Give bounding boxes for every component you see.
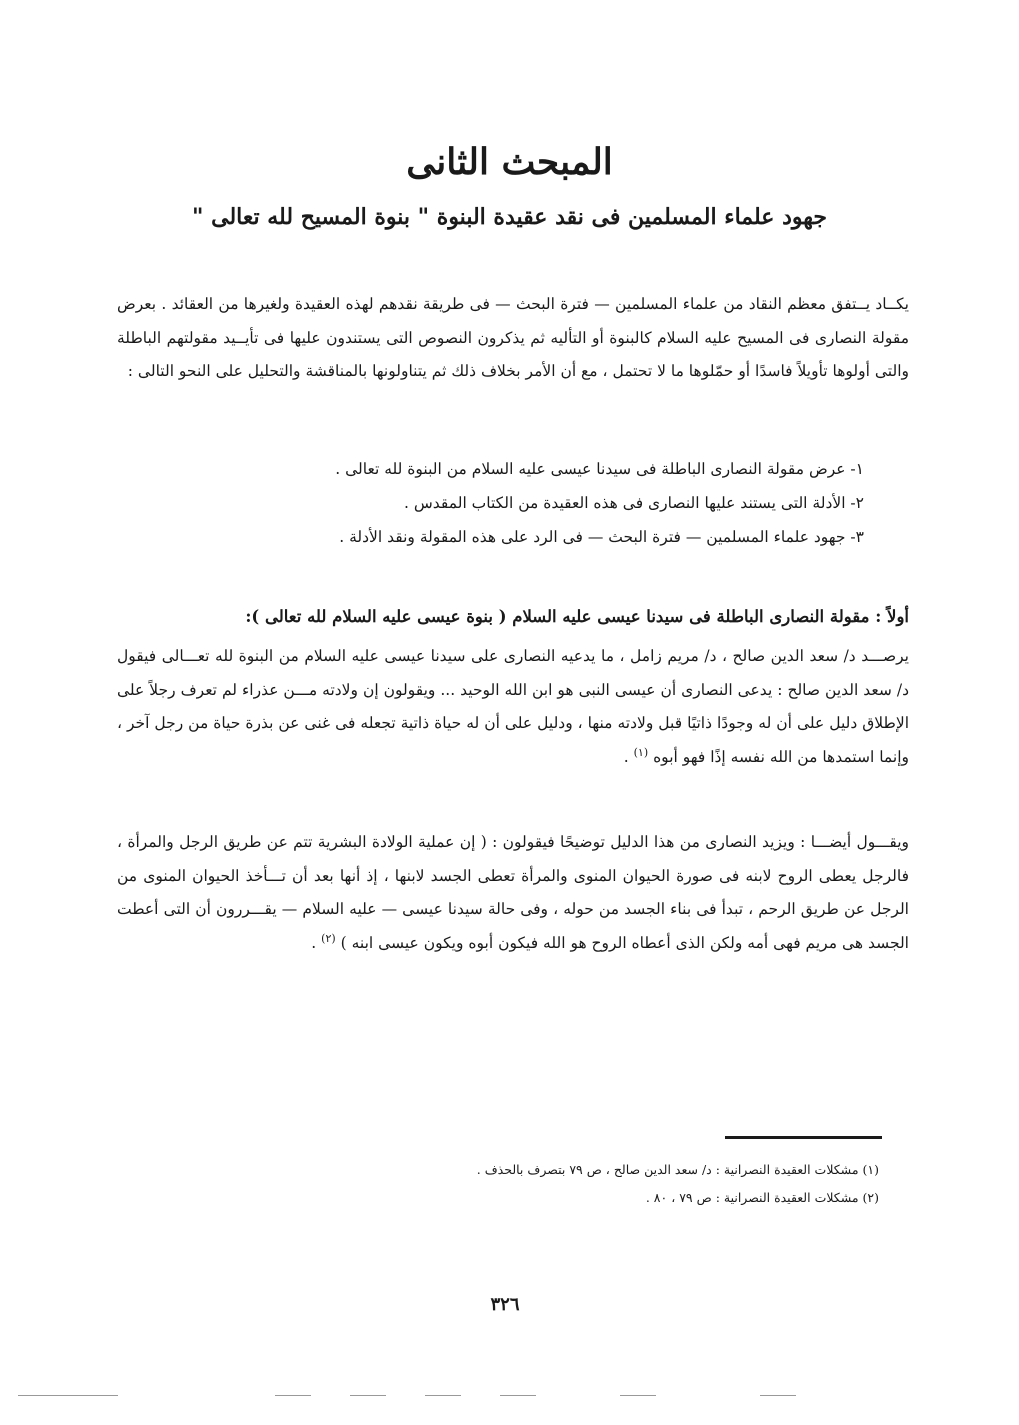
scan-artifact [350, 1395, 386, 1396]
footnote: (٢) مشكلات العقيدة النصرانية : ص ٧٩ ، ٨٠ . [645, 1190, 879, 1205]
section-heading: أولاً : مقولة النصارى الباطلة فى سيدنا عيسى عليه السلام ( بنوة عيسى عليه السلام لله تعالى ): [245, 607, 909, 626]
intro-paragraph: يكــاد يــتفق معظم النقاد من علماء المسلمين — فترة البحث — فى طريقة نقدهم لهذه العقيدة ولغيرها من العقائد . بعرض مقولة النصارى فى المسيح عليه السلام كالبنوة أو التأليه ثم يذكرون النصوص التى يستندون عليها فى تأيــيد مقولتهم الباطلة والتى أولوها تأويلاً فاسدًا أو حمّلوها ما لا تحتمل ، مع أن الأمر بخلاف ذلك ثم يتناولونها بالمناقشة والتحليل على النحو التالى : [117, 295, 909, 380]
body-paragraph [117, 826, 909, 960]
scan-artifact [620, 1395, 656, 1396]
chapter-subtitle: جهود علماء المسلمين فى نقد عقيدة البنوة " بنوة المسيح لله تعالى " [192, 204, 827, 230]
scan-artifact [760, 1395, 796, 1396]
paragraph-end: . [623, 747, 629, 766]
footnote: (١) مشكلات العقيدة النصرانية : د/ سعد الدين صالح ، ص ٧٩ بتصرف بالحذف . [476, 1162, 879, 1177]
footnote-reference: (١) [633, 745, 649, 759]
paragraph-end: . [311, 933, 317, 952]
list-item: ١- عرض مقولة النصارى الباطلة فى سيدنا عيسى عليه السلام من البنوة لله تعالى . [335, 460, 864, 478]
body-paragraph [117, 640, 909, 774]
list-item: ٣- جهود علماء المسلمين — فترة البحث — فى الرد على هذه المقولة ونقد الأدلة . [339, 528, 864, 546]
page-number: ٣٢٦ [490, 1294, 520, 1315]
scan-artifact [18, 1395, 118, 1396]
footnote-divider [725, 1136, 882, 1139]
scan-artifact [425, 1395, 461, 1396]
list-item: ٢- الأدلة التى يستند عليها النصارى فى هذه العقيدة من الكتاب المقدس . [404, 494, 864, 512]
scan-artifact [500, 1395, 536, 1396]
footnote-reference: (٢) [321, 931, 336, 945]
chapter-title: المبحث الثانى [406, 141, 613, 183]
scan-artifact [275, 1395, 311, 1396]
outline-list [124, 452, 864, 554]
paragraph-text: ويقـــول أيضـــا : ويزيد النصارى من هذا الدليل توضيحًا فيقولون : ( إن عملية الولادة البشرية تتم عن طريق الرجل والمرأة ، فالرجل يعطى الروح لابنه فى صورة الحيوان المنوى والمرأة تعطى الجسد لابنها ، إذ أنها بعد أن تـــأخذ الحيوان المنوى من الرجل عن طريق الرحم ، تبدأ فى بناء الجسد من حوله ، وفى حالة سيدنا عيسى — عليه السلام — يقـــررون أن التى أعطت الجسد هى مريم فهى أمه ولكن الذى أعطاه الروح هو الله فيكون أبوه ويكون عيسى ابنه ) [117, 833, 909, 952]
paragraph-text: يرصـــد د/ سعد الدين صالح ، د/ مريم زامل ، ما يدعيه النصارى على سيدنا عيسى عليه السلام من البنوة لله تعـــالى فيقول د/ سعد الدين صالح : يدعى النصارى أن عيسى النبى هو ابن الله الوحيد ... ويقولون إن ولادته مـــن عذراء لم تعرف رجلاً على الإطلاق دليل على أن له وجودًا ذاتيًا قبل ولادته منها ، ودليل على أن له حياة ذاتية تجعله فى غنى عن بذرة حياة من رجل آخر ، وإنما استمدها من الله نفسه إذًا فهو أبوه [117, 647, 909, 766]
footnotes-list [239, 1156, 879, 1212]
